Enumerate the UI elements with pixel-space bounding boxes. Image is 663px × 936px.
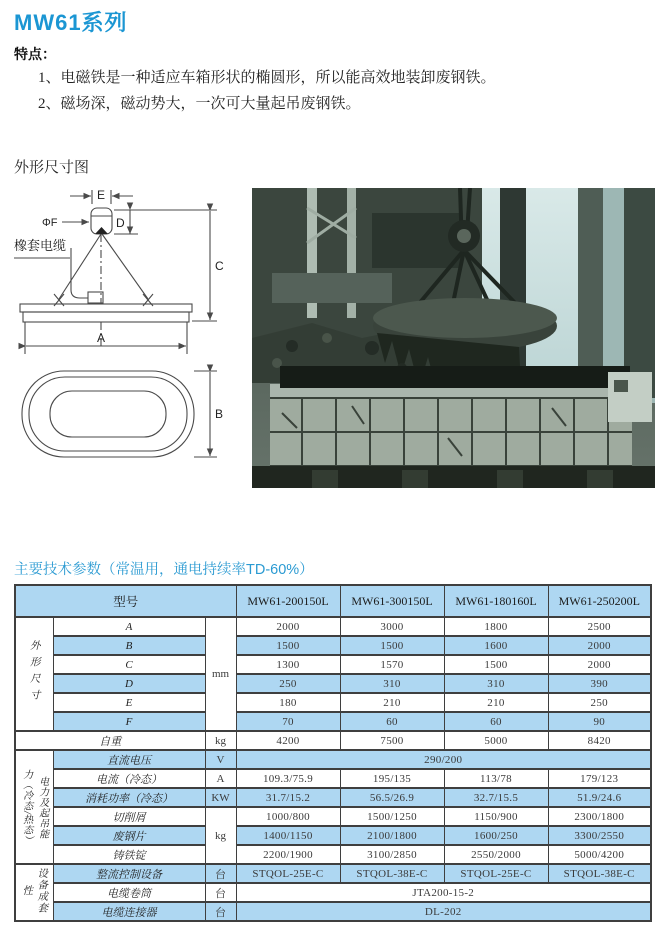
unit-a: A — [205, 769, 236, 788]
table-row-weight — [15, 731, 651, 750]
row-label: A — [53, 617, 205, 636]
cell-value: 60 — [340, 712, 444, 731]
unit-kg: kg — [205, 731, 236, 750]
cell-value: 2200/1900 — [236, 845, 340, 864]
table-row-rectifier — [15, 864, 651, 883]
table-row-dc-voltage — [15, 750, 651, 769]
cell-value: 2500 — [548, 617, 651, 636]
cell-value: 3000 — [340, 617, 444, 636]
cell-value: 1400/1150 — [236, 826, 340, 845]
row-label: D — [53, 674, 205, 693]
cell-value: 2000 — [548, 655, 651, 674]
section-dimensions: 外形尺寸 — [15, 617, 53, 731]
diagram-heading: 外形尺寸图 — [14, 159, 90, 176]
table-row-dim-f — [15, 712, 651, 731]
row-label: 电缆卷筒 — [53, 883, 205, 902]
row-label: 电流（冷态） — [53, 769, 205, 788]
row-label: 铸铁锭 — [53, 845, 205, 864]
table-header-row — [15, 585, 651, 617]
dim-label-c: C — [215, 259, 224, 273]
dim-label-d: D — [116, 216, 125, 230]
cell-value: 51.9/24.6 — [548, 788, 651, 807]
cell-value: 310 — [340, 674, 444, 693]
table-row-scrap — [15, 826, 651, 845]
cell-value: 32.7/15.5 — [444, 788, 548, 807]
cell-value: 1800 — [444, 617, 548, 636]
row-label: 消耗功率（冷态） — [53, 788, 205, 807]
cell-value: 250 — [548, 693, 651, 712]
cell-value: 390 — [548, 674, 651, 693]
row-label: F — [53, 712, 205, 731]
row-label: 电缆连接器 — [53, 902, 205, 921]
cell-value: 2100/1800 — [340, 826, 444, 845]
cell-value: 179/123 — [548, 769, 651, 788]
cell-value: 210 — [340, 693, 444, 712]
row-label: 整流控制设备 — [53, 864, 205, 883]
spec-table-heading: 主要技术参数（常温用，通电持续率TD-60%） — [14, 562, 314, 578]
cell-value: 180 — [236, 693, 340, 712]
features-heading: 特点： — [14, 46, 56, 62]
model-name-1: MW61-200150L — [236, 585, 340, 617]
unit-kw: KW — [205, 788, 236, 807]
cell-value: 1600 — [444, 636, 548, 655]
cell-merged-connector: DL-202 — [236, 902, 651, 921]
cell-merged-reel: JTA200-15-2 — [236, 883, 651, 902]
table-row-dim-e — [15, 693, 651, 712]
cell-value: 70 — [236, 712, 340, 731]
table-row-reel — [15, 883, 651, 902]
model-name-3: MW61-180160L — [444, 585, 548, 617]
spec-table — [14, 584, 652, 922]
cell-value: 1600/250 — [444, 826, 548, 845]
feature-item-1: 1、电磁铁是一种适应车箱形状的椭圆形，所以能高效地装卸废钢铁。 — [38, 70, 496, 86]
cell-merged-voltage: 290/200 — [236, 750, 651, 769]
cell-value: STQOL-25E-C — [444, 864, 548, 883]
cell-value: 109.3/75.9 — [236, 769, 340, 788]
model-name-2: MW61-300150L — [340, 585, 444, 617]
cell-value: 210 — [444, 693, 548, 712]
cell-value: 5000 — [444, 731, 548, 750]
row-label: B — [53, 636, 205, 655]
cable-label: 橡套电缆 — [14, 238, 67, 253]
cell-value: 113/78 — [444, 769, 548, 788]
cell-value: 3100/2850 — [340, 845, 444, 864]
model-name-4: MW61-250200L — [548, 585, 651, 617]
section-equipment: 设备成套性 — [15, 864, 53, 921]
table-row-ingot — [15, 845, 651, 864]
dim-label-f: ΦF — [42, 217, 58, 229]
cell-value: 1500 — [444, 655, 548, 674]
section-power: 电力及起吊能 力（冷态/热态） — [15, 750, 53, 864]
row-label: E — [53, 693, 205, 712]
cell-value: 90 — [548, 712, 651, 731]
unit-tai: 台 — [205, 883, 236, 902]
cell-value: 1500 — [340, 636, 444, 655]
table-row-connector — [15, 902, 651, 921]
cell-value: 1300 — [236, 655, 340, 674]
row-label: 切削屑 — [53, 807, 205, 826]
table-row-power — [15, 788, 651, 807]
cell-value: 2000 — [548, 636, 651, 655]
cell-value: 310 — [444, 674, 548, 693]
dim-label-b: B — [215, 407, 224, 421]
page-title: MW61系列 — [14, 10, 128, 35]
cell-value: 4200 — [236, 731, 340, 750]
dim-label-a: A — [97, 331, 106, 345]
model-header-cell: 型号 — [15, 585, 236, 617]
cell-value: 5000/4200 — [548, 845, 651, 864]
cell-value: 2000 — [236, 617, 340, 636]
row-label: 废钢片 — [53, 826, 205, 845]
cell-value: 1500/1250 — [340, 807, 444, 826]
cell-value: STQOL-25E-C — [236, 864, 340, 883]
unit-v: V — [205, 750, 236, 769]
table-row-current — [15, 769, 651, 788]
row-label: 直流电压 — [53, 750, 205, 769]
table-row-dim-a — [15, 617, 651, 636]
table-row-dim-c — [15, 655, 651, 674]
row-label: C — [53, 655, 205, 674]
dimension-diagram — [12, 186, 234, 486]
table-row-dim-b — [15, 636, 651, 655]
unit-tai: 台 — [205, 902, 236, 921]
cell-value: 1000/800 — [236, 807, 340, 826]
cell-value: 56.5/26.9 — [340, 788, 444, 807]
table-row-chips — [15, 807, 651, 826]
unit-mm: mm — [205, 617, 236, 731]
cell-value: 3300/2550 — [548, 826, 651, 845]
product-photo — [252, 188, 655, 488]
cell-value: 2550/2000 — [444, 845, 548, 864]
cell-value: 1500 — [236, 636, 340, 655]
cell-value: 1150/900 — [444, 807, 548, 826]
table-row-dim-d — [15, 674, 651, 693]
cell-value: 195/135 — [340, 769, 444, 788]
dim-label-e: E — [97, 188, 106, 202]
cell-value: 7500 — [340, 731, 444, 750]
cell-value: 31.7/15.2 — [236, 788, 340, 807]
row-label-weight: 自重 — [15, 731, 205, 750]
cell-value: STQOL-38E-C — [340, 864, 444, 883]
unit-kg2: kg — [205, 807, 236, 864]
unit-tai: 台 — [205, 864, 236, 883]
cell-value: 2300/1800 — [548, 807, 651, 826]
cell-value: 1570 — [340, 655, 444, 674]
cell-value: 60 — [444, 712, 548, 731]
cell-value: 250 — [236, 674, 340, 693]
cell-value: 8420 — [548, 731, 651, 750]
feature-item-2: 2、磁场深，磁动势大，一次可大量起吊废钢铁。 — [38, 96, 361, 112]
cell-value: STQOL-38E-C — [548, 864, 651, 883]
